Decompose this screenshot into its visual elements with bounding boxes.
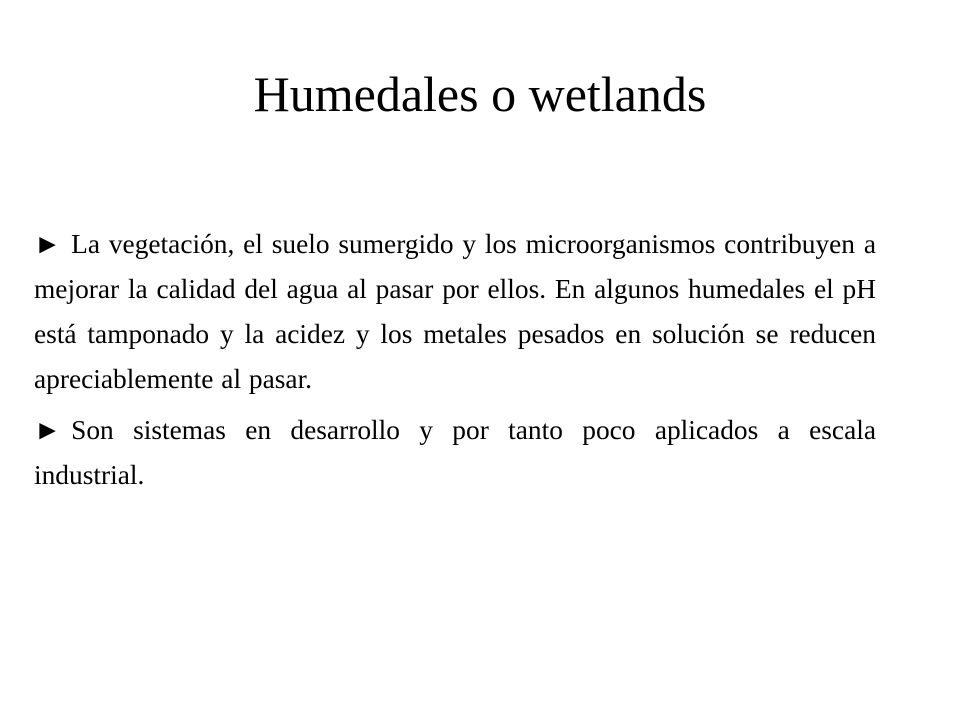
slide-body [34, 222, 876, 498]
bullet-arrow-icon: ► [34, 229, 62, 259]
bullet-text: Son sistemas en desarrollo y por tanto poco aplicados a escala industrial. [34, 415, 876, 490]
bullet-item [34, 408, 876, 498]
bullet-text: La vegetación, el suelo sumergido y los microorganismos contribuyen a mejorar la calidad del agua al pasar por ellos. En algunos humedales el pH está tamponado y la acidez y los metales pesados en solución se reducen apreciablemente al pasar. [34, 229, 876, 394]
bullet-item [34, 222, 876, 402]
bullet-arrow-icon: ► [34, 415, 62, 445]
slide-title: Humedales o wetlands [253, 66, 707, 122]
